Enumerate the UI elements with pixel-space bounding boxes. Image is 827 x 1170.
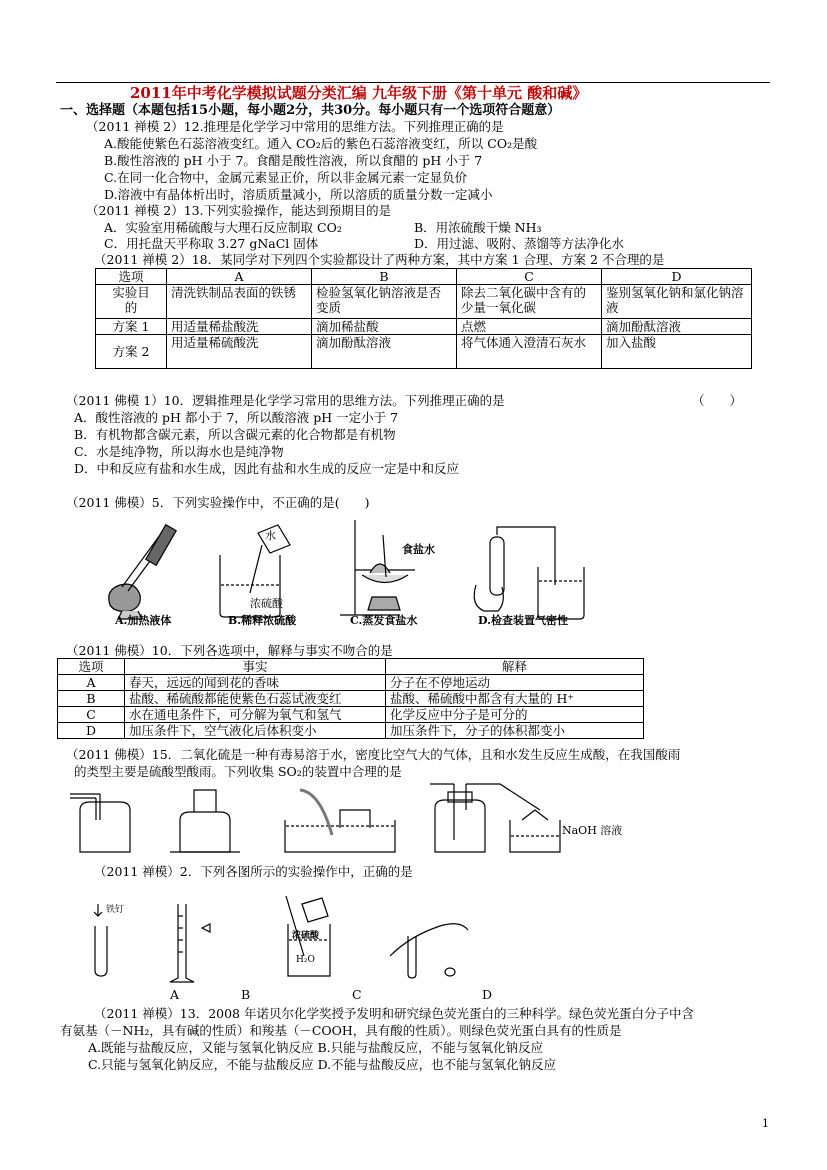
gas-bottle-a-illustration	[70, 794, 130, 852]
q2-option-d: D．用过滤、吸附、蒸馏等方法净化水	[414, 236, 625, 251]
table-cell: B	[58, 691, 125, 707]
naoh-label: NaOH 溶液	[562, 824, 623, 837]
q8-letter-c: C	[352, 987, 362, 1002]
table-row	[58, 691, 644, 707]
q1-option-b: B.酸性溶液的 pH 小于 7。食醋是酸性溶液，所以食醋的 pH 小于 7	[104, 153, 483, 168]
q5-stem: （2011 佛模）5．下列实验操作中，不正确的是( )	[66, 495, 370, 510]
table-cell: 水在通电条件下，可分解为氧气和氢气	[125, 707, 386, 723]
q5-caption-d: D.检查装置气密性	[478, 614, 568, 627]
q5-caption-c: C.蒸发食盐水	[350, 614, 418, 627]
table-cell: 用适量稀盐酸洗	[167, 319, 312, 335]
q2-option-a: A．实验室用稀硫酸与大理石反应制取 CO₂	[104, 220, 342, 235]
table-row	[58, 707, 644, 723]
table-cell: 滴加稀盐酸	[312, 319, 457, 335]
evaporation-illustration	[340, 520, 435, 615]
table-cell: 加压条件下，分子的体积都变小	[386, 723, 644, 739]
q8-letter-a: A	[170, 987, 180, 1002]
tube-holder-illustration	[390, 924, 468, 978]
page-number: 1	[762, 1117, 769, 1130]
table-cell: 加压条件下，空气液化后体积变小	[125, 723, 386, 739]
heating-liquid-illustration	[109, 525, 176, 619]
q4-stem: （2011 佛模 1）10．逻辑推理是化学学习常用的思维方法。下列推理正确的是	[66, 393, 505, 408]
table-cell: 实验目的	[96, 285, 167, 319]
gas-bottle-d-illustration	[430, 784, 540, 852]
q9-options-line2: C.只能与氢氧化钠反应，不能与盐酸反应 D.不能与盐酸反应，也不能与氢氧化钠反应	[88, 1057, 557, 1072]
water-trough-illustration	[285, 790, 395, 852]
table-row	[96, 285, 752, 319]
q8-stem: （2011 禅模）2．下列各图所示的实验操作中，正确的是	[94, 864, 413, 879]
q7-stem-line1: （2011 佛模）15．二氧化硫是一种有毒易溶于水，密度比空气大的气体，且和水发生反应生成酸，在我国酸雨	[66, 747, 681, 762]
table-row	[96, 319, 752, 335]
q1-stem: （2011 禅模 2）12.推理是化学学习中常用的思维方法。下列推理正确的是	[86, 119, 504, 134]
q3-table	[95, 268, 752, 369]
q6-table	[57, 658, 644, 739]
table-cell: 化学反应中分子是可分的	[386, 707, 644, 723]
table-cell: 盐酸、稀硫酸都能使紫色石蕊试液变红	[125, 691, 386, 707]
table-row	[96, 269, 752, 285]
table-cell: 方案 1	[96, 319, 167, 335]
q5-caption-b: B.稀释浓硫酸	[228, 614, 297, 627]
water-label: 水	[265, 529, 276, 542]
q8-letter-b: B	[241, 987, 251, 1002]
table-row	[58, 659, 644, 675]
table-row	[58, 723, 644, 739]
table-cell: 将气体通入澄清石灰水	[457, 335, 602, 369]
table-cell: 滴加酚酞溶液	[602, 319, 752, 335]
gas-bottle-b-illustration	[170, 790, 240, 852]
table-cell: 用适量稀硫酸洗	[167, 335, 312, 369]
q7-stem-line2: 的类型主要是硫酸型酸雨。下列收集 SO₂的装置中合理的是	[74, 764, 402, 779]
table-row	[58, 675, 644, 691]
q6-stem: （2011 佛模）10．下列各选项中，解释与事实不吻合的是	[66, 643, 393, 658]
q1-option-d: D.溶液中有晶体析出时，溶质质量减小，所以溶质的质量分数一定减小	[104, 187, 493, 202]
q9-stem-line2: 有氨基（－NH₂，具有碱的性质）和羧基（－COOH，具有酸的性质）。则绿色荧光蛋白具有的性质是	[60, 1023, 622, 1038]
q8-letter-d: D	[482, 987, 493, 1002]
table-cell: D	[58, 723, 125, 739]
q1-option-c: C.在同一化合物中，金属元素显正价，所以非金属元素一定显负价	[104, 170, 468, 185]
table-row	[96, 335, 752, 369]
table-cell: 事实	[125, 659, 386, 675]
table-cell: 春天，远远的闻到花的香味	[125, 675, 386, 691]
acid-label: 浓硫酸	[250, 597, 283, 610]
table-cell: 方案 2	[96, 335, 167, 369]
q4-option-c: C．水是纯净物，所以海水也是纯净物	[74, 444, 284, 459]
q4-option-d: D．中和反应有盐和水生成，因此有盐和水生成的反应一定是中和反应	[74, 461, 460, 476]
table-cell: 选项	[58, 659, 125, 675]
table-cell: A	[58, 675, 125, 691]
table-cell: 检验氢氧化钠溶液是否变质	[312, 285, 457, 319]
water-label: H₂O	[296, 955, 315, 965]
naoh-beaker-illustration	[510, 810, 560, 852]
table-cell: C	[58, 707, 125, 723]
table-cell: 鉴别氢氧化钠和氯化钠溶液	[602, 285, 752, 319]
q4-answer-bracket: （ ）	[692, 393, 743, 408]
table-cell: D	[602, 269, 752, 285]
salt-water-label: 食盐水	[402, 543, 435, 556]
acid-label: 浓硫酸	[292, 931, 320, 941]
table-cell: 除去二氧化碳中含有的少量一氧化碳	[457, 285, 602, 319]
table-cell: C	[457, 269, 602, 285]
table-cell: 选项	[96, 269, 167, 285]
table-cell: 点燃	[457, 319, 602, 335]
q3-stem: （2011 禅模 2）18．某同学对下列四个实验都设计了两种方案，其中方案 1 合理、方案 2 不合理的是	[94, 252, 665, 267]
table-cell: 解释	[386, 659, 644, 675]
q1-option-a: A.酸能使紫色石蕊溶液变红。通入 CO₂后的紫色石蕊溶液变红，所以 CO₂是酸	[104, 136, 538, 151]
q9-stem-line1: （2011 禅模）13．2008 年诺贝尔化学奖授予发明和研究绿色荧光蛋白的三种科学。绿色荧光蛋白分子中含	[94, 1006, 694, 1021]
section-heading: 一、选择题（本题包括15小题，每小题2分，共30分。每小题只有一个选项符合题意）	[60, 103, 561, 118]
table-cell: 清洗铁制品表面的铁锈	[167, 285, 312, 319]
q8-figure	[90, 896, 510, 986]
nail-label: 铁钉	[106, 905, 125, 915]
table-cell: A	[167, 269, 312, 285]
table-cell: 盐酸、稀硫酸中都含有大量的 H⁺	[386, 691, 644, 707]
table-cell: 滴加酚酞溶液	[312, 335, 457, 369]
dilute-acid-illustration	[220, 525, 290, 617]
q4-option-b: B．有机物都含碳元素，所以含碳元素的化合物都是有机物	[74, 427, 396, 442]
table-cell: B	[312, 269, 457, 285]
table-cell: 加入盐酸	[602, 335, 752, 369]
q2-option-b: B．用浓硫酸干燥 NH₃	[414, 220, 542, 235]
q2-stem: （2011 禅模 2）13.下列实验操作，能达到预期目的是	[86, 203, 392, 218]
air-tightness-illustration	[474, 527, 584, 619]
q5-figure	[100, 515, 600, 627]
q7-figure	[70, 780, 670, 860]
q4-option-a: A．酸性溶液的 pH 都小于 7，所以酸溶液 pH 一定小于 7	[74, 410, 399, 425]
q9-options-line1: A.既能与盐酸反应，又能与氢氧化钠反应 B.只能与盐酸反应，不能与氢氧化钠反应	[88, 1040, 544, 1055]
page-title: 2011年中考化学模拟试题分类汇编 九年级下册《第十单元 酸和碱》	[130, 84, 588, 102]
graduated-cylinder-illustration	[170, 904, 210, 982]
q2-option-c: C．用托盘天平称取 3.27 gNaCl 固体	[104, 236, 319, 251]
table-cell: 分子在不停地运动	[386, 675, 644, 691]
q5-caption-a: A.加热液体	[115, 614, 172, 627]
